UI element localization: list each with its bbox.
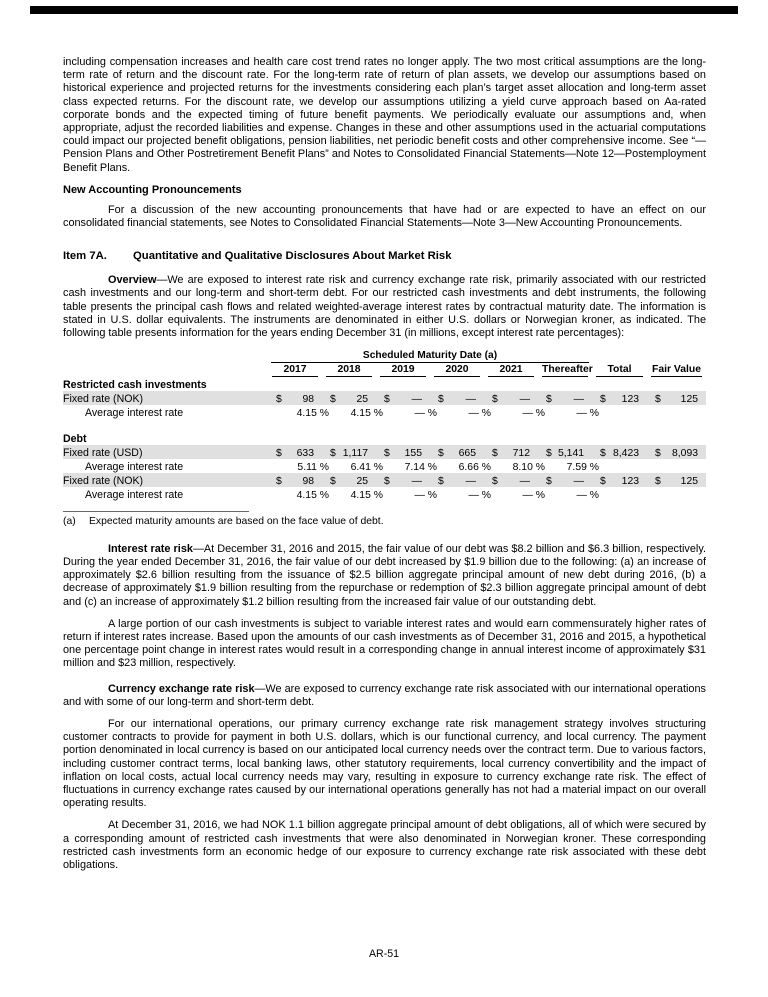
- table-cell: [322, 473, 376, 487]
- column-header: Total: [596, 364, 643, 377]
- cell-value: 98: [302, 394, 314, 406]
- table-cell: [376, 391, 430, 405]
- column-header: Thereafter: [542, 364, 593, 376]
- cell-value: 123: [621, 476, 640, 488]
- table-cell: [592, 405, 647, 419]
- table-cell: [322, 445, 376, 459]
- table-cell: [430, 459, 491, 474]
- cell-value: — %: [414, 490, 437, 502]
- column-header: 2017: [272, 364, 318, 377]
- cell-value: — %: [576, 490, 600, 502]
- table-cell: [322, 487, 383, 502]
- currency-symbol: $: [546, 476, 552, 488]
- currency-symbol: $: [600, 394, 606, 406]
- cell-value: — %: [522, 408, 545, 420]
- table-cell: [647, 391, 706, 405]
- cell-value: 123: [621, 394, 640, 406]
- table-cell: [430, 391, 484, 405]
- item-7a-number: Item 7A.: [63, 250, 107, 263]
- table-cell: [430, 363, 484, 377]
- cell-value: 712: [512, 448, 530, 460]
- currency-symbol: $: [330, 394, 336, 406]
- footnote-rule: [63, 511, 249, 512]
- table-row: [63, 445, 706, 459]
- para-interest-rate-risk: [63, 543, 706, 609]
- table-cell: Fixed rate (NOK): [63, 391, 268, 405]
- cell-value: — %: [468, 408, 491, 420]
- cell-value: 6.66 %: [458, 462, 491, 474]
- table-column-header-row: [63, 363, 706, 377]
- table-cell: [430, 405, 491, 420]
- table-cell: Debt: [63, 433, 87, 446]
- cell-value: 7.59 %: [566, 462, 600, 474]
- cell-value: —: [411, 476, 422, 488]
- table-cell: [484, 445, 538, 459]
- table-cell: Fixed rate (NOK): [63, 473, 268, 487]
- table-cell: [63, 419, 706, 431]
- table-cell: [647, 405, 706, 419]
- cell-value: —: [465, 476, 476, 488]
- table-cell: [647, 487, 706, 501]
- cell-value: 7.14 %: [404, 462, 437, 474]
- table-cell: [647, 473, 706, 487]
- table-cell: [484, 459, 545, 474]
- table-cell: [376, 405, 437, 420]
- cell-value: 98: [302, 476, 314, 488]
- table-cell: [376, 487, 437, 502]
- para-interest-rate-risk-lead: Interest rate risk: [108, 542, 193, 555]
- cell-value: —: [411, 394, 422, 406]
- table-cell: [376, 473, 430, 487]
- table-cell: Average interest rate: [85, 489, 184, 502]
- currency-symbol: $: [655, 476, 661, 488]
- para-international-operations: For our international operations, our primary currency exchange rate risk management strategy involves structuring customer contracts to provide for payment in both U.S. dollars, which is our functional currency, and local currency. The payment portion denominated in local currency is based on our anticipated local currency needs over the contract term. Due to various factors, including customer contract terms, local banking laws, other statutory requirements, local currency convertibility and the impact of inflation on local costs, actual local currency needs may vary, resulting in exposure to currency exchange rate risk. The effect of fluctuations in currency exchange rates caused by our international operations generally has not had a material impact on our overall operating results.: [63, 717, 706, 810]
- table-cell: Fixed rate (USD): [63, 445, 268, 459]
- currency-symbol: $: [546, 448, 552, 460]
- para-nok-debt: At December 31, 2016, we had NOK 1.1 billion aggregate principal amount of debt obligations, all of which were secured by a corresponding amount of restricted cash investments that were also denominated in Norwegian kroner. These corresponding restricted cash investments form an economic hedge of our exposure to currency exchange rate risk associated with these debt obligations.: [63, 819, 706, 872]
- table-cell: [268, 445, 322, 459]
- cell-value: 8.10 %: [512, 462, 545, 474]
- table-row: [63, 405, 706, 419]
- column-header: 2021: [488, 364, 534, 377]
- table-cell: [538, 391, 592, 405]
- currency-symbol: $: [600, 476, 606, 488]
- table-cell: [538, 445, 592, 459]
- table-cell: [376, 363, 430, 377]
- table-cell: [592, 391, 647, 405]
- table-cell: [268, 391, 322, 405]
- cell-value: —: [519, 476, 530, 488]
- item-7a-title: Quantitative and Qualitative Disclosures About Market Risk: [133, 250, 452, 263]
- para-pension-assumptions: including compensation increases and health care cost trend rates no longer apply. The two most critical assumptions are the long-term rate of return and the discount rate. For the long-term rate of return of plan assets, we develop our assumptions based on historical experience and projected returns for the investments considering each plan’s target asset allocation and long-term asset class expected returns. For the discount rate, we develop our assumptions utilizing a yield curve approach based on Aa-rated corporate bonds and the expected timing of future benefit payments. We periodically evaluate our assumptions and, when appropriate, adjust the recorded liabilities and expense. Changes in these and other assumptions used in the actuarial computations could impact our projected benefit obligations, pension liabilities, net periodic benefit costs and other comprehensive income. See “—Pension Plans and Other Postretirement Benefit Plans” and Notes to Consolidated Financial Statements—Note 12—Postemployment Benefit Plans.: [63, 56, 706, 174]
- table-cell: [322, 459, 383, 474]
- heading-new-accounting-pronouncements: New Accounting Pronouncements: [63, 183, 242, 196]
- currency-symbol: $: [438, 448, 444, 460]
- table-cell: [376, 445, 430, 459]
- table-cell: [484, 391, 538, 405]
- cell-value: — %: [468, 490, 491, 502]
- cell-value: 25: [356, 394, 368, 406]
- currency-symbol: $: [330, 448, 336, 460]
- para-interest-rate-risk-text: —At December 31, 2016 and 2015, the fair value of our debt was $8.2 billion and $6.3 billion, respectively. During the year ended December 31, 2016, the fair value of our debt increased by $1.9 billion due to the following: (a) an increase of approximately $2.6 billion resulting from the issuance of $2.5 billion aggregate principal amount of new debt during 2016, (b) a decrease of approximately $1.9 billion resulting from the repurchase or redemption of $2.3 billion aggregate principal amount of debt and (c) an increase of approximately $1.2 billion resulting from the increased fair value of our outstanding debt.: [63, 542, 706, 608]
- table-cell: [647, 363, 706, 377]
- cell-value: 4.15 %: [350, 408, 383, 420]
- cell-value: — %: [522, 490, 545, 502]
- table-cell: [592, 349, 647, 363]
- table-cell: [592, 473, 647, 487]
- table-cell: [647, 445, 706, 459]
- currency-symbol: $: [492, 476, 498, 488]
- currency-symbol: $: [492, 448, 498, 460]
- cell-value: 5,141: [558, 448, 585, 460]
- currency-symbol: $: [276, 476, 282, 488]
- cell-value: 633: [296, 448, 314, 460]
- currency-symbol: $: [655, 394, 661, 406]
- table-row: [63, 391, 706, 405]
- table-cell: [484, 473, 538, 487]
- table-cell: [322, 363, 376, 377]
- cell-value: 4.15 %: [350, 490, 383, 502]
- column-header: 2018: [326, 364, 372, 377]
- table-cell: [647, 459, 706, 473]
- page-top-rule: [30, 6, 738, 14]
- table-cell: [538, 459, 600, 474]
- table-cell: [268, 363, 322, 377]
- table-row: [63, 473, 706, 487]
- currency-symbol: $: [330, 476, 336, 488]
- cell-value: — %: [576, 408, 600, 420]
- cell-value: 4.15 %: [296, 490, 329, 502]
- cell-value: 1,117: [342, 448, 368, 460]
- footnote-marker: (a): [63, 516, 76, 528]
- cell-value: —: [573, 476, 585, 488]
- currency-symbol: $: [438, 476, 444, 488]
- para-overview-lead: Overview: [108, 274, 157, 287]
- table-cell: [592, 445, 647, 459]
- currency-symbol: $: [600, 448, 606, 460]
- heading-item-7a: [63, 249, 706, 263]
- para-currency-risk-lead: Currency exchange rate risk: [108, 682, 255, 695]
- currency-symbol: $: [276, 394, 282, 406]
- para-new-accounting: For a discussion of the new accounting pronouncements that have had or are expected to have an effect on our consolidated financial statements, see Notes to Consolidated Financial Statements—Note 3—New Accounting Pronouncements.: [63, 203, 706, 230]
- table-cell: [592, 487, 647, 501]
- table-cell: [268, 349, 592, 363]
- table-cell: [484, 405, 545, 420]
- currency-symbol: $: [384, 476, 390, 488]
- table-cell: [538, 473, 592, 487]
- table-row: [63, 377, 706, 391]
- table-cell: [63, 363, 268, 377]
- table-cell: [268, 459, 329, 474]
- cell-value: 5.11 %: [297, 462, 329, 474]
- cell-value: 155: [404, 448, 422, 460]
- table-group-header-row: [63, 349, 706, 363]
- cell-value: 8,423: [613, 448, 640, 460]
- table-cell: [484, 363, 538, 377]
- table-cell: [268, 487, 329, 502]
- cell-value: —: [519, 394, 530, 406]
- column-header: 2019: [380, 364, 426, 377]
- cell-value: —: [573, 394, 585, 406]
- currency-symbol: $: [438, 394, 444, 406]
- table-cell: [538, 363, 592, 377]
- table-cell: [538, 405, 600, 420]
- table-cell: [430, 473, 484, 487]
- column-header: 2020: [434, 364, 480, 377]
- page-content: [63, 56, 706, 881]
- table-cell: [484, 487, 545, 502]
- table-cell: Average interest rate: [85, 407, 184, 420]
- table-row: [63, 419, 706, 431]
- para-cash-investments: A large portion of our cash investments is subject to variable interest rates and would earn commensurately higher rates of return if interest rates increase. Based upon the amounts of our cash investments as of December 31, 2016 and 2015, a hypothetical one percentage point change in interest rates would result in a corresponding change in annual interest income of approximately $31 million and $23 million, respectively.: [63, 617, 706, 670]
- currency-symbol: $: [276, 448, 282, 460]
- table-cell: [322, 391, 376, 405]
- cell-value: 25: [356, 476, 368, 488]
- table-cell: [63, 349, 268, 363]
- currency-symbol: $: [546, 394, 552, 406]
- table-row: [63, 487, 706, 501]
- footnote-text: Expected maturity amounts are based on the face value of debt.: [89, 516, 384, 528]
- table-cell: [592, 459, 647, 473]
- para-overview: [63, 274, 706, 340]
- para-currency-risk-text: —We are exposed to currency exchange rate risk associated with our international operations and with some of our long-term and short-term debt.: [63, 682, 706, 708]
- table-cell: [268, 473, 322, 487]
- maturity-table: [63, 349, 706, 501]
- table-cell: [376, 459, 437, 474]
- table-cell: [268, 405, 329, 420]
- table-cell: Restricted cash investments: [63, 379, 207, 392]
- footnote-a: [63, 516, 706, 529]
- table-cell: [430, 487, 491, 502]
- currency-symbol: $: [655, 448, 661, 460]
- table-cell: [322, 405, 383, 420]
- table-cell: [647, 349, 706, 363]
- group-header: Scheduled Maturity Date (a): [271, 350, 589, 363]
- cell-value: — %: [414, 408, 437, 420]
- table-cell: [430, 445, 484, 459]
- para-overview-text: —We are exposed to interest rate risk and currency exchange rate risk, primarily associated with our restricted cash investments and our long-term and short-term debt. For our restricted cash investments and debt instruments, the following table presents the principal cash flows and related weighted-average interest rates by contractual maturity date. The information is stated in U.S. dollar equivalents. The instruments are denominated in either U.S. dollars or Norwegian kroner, as indicated. The following table presents information for the years ending December 31 (in millions, except interest rate percentages):: [63, 274, 706, 340]
- column-header: Fair Value: [651, 364, 702, 376]
- cell-value: 125: [680, 476, 699, 488]
- table-cell: [592, 363, 647, 377]
- cell-value: 125: [680, 394, 699, 406]
- currency-symbol: $: [384, 394, 390, 406]
- cell-value: 4.15 %: [296, 408, 329, 420]
- cell-value: 6.41 %: [350, 462, 383, 474]
- table-cell: [538, 487, 600, 502]
- cell-value: —: [465, 394, 476, 406]
- cell-value: 8,093: [672, 448, 699, 460]
- page-number: AR-51: [368, 948, 400, 960]
- para-currency-risk: [63, 683, 706, 709]
- table-cell: Average interest rate: [85, 461, 184, 474]
- table-row: [63, 431, 706, 445]
- table-row: [63, 459, 706, 473]
- cell-value: 665: [458, 448, 476, 460]
- currency-symbol: $: [384, 448, 390, 460]
- currency-symbol: $: [492, 394, 498, 406]
